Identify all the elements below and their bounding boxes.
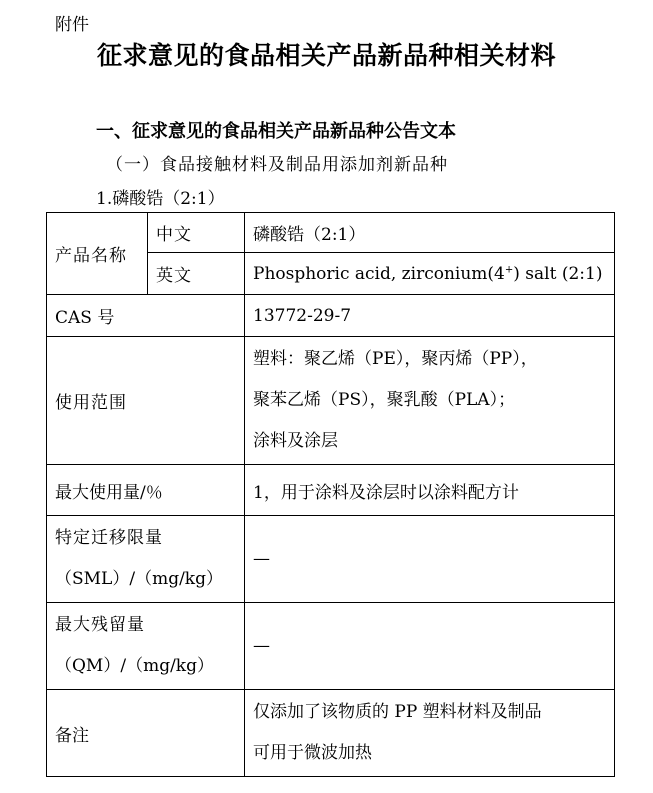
qm-label: 最大残留量 （QM）/（mg/kg） [47,603,245,690]
remarks-label: 备注 [47,690,245,777]
document-title: 征求意见的食品相关产品新品种相关材料 [96,41,556,70]
product-info-table [46,212,615,777]
cas-label: CAS 号 [47,295,245,337]
product-name-label: 产品名称 [47,213,148,295]
cas-value: 13772-29-7 [245,295,615,337]
attachment-label: 附件 [55,15,89,35]
chinese-name-value: 磷酸锆（2:1） [245,213,615,253]
english-name-value: Phosphoric acid, zirconium(4+) salt (2:1) [245,253,615,295]
sml-value: — [245,516,615,603]
chinese-label: 中文 [148,213,245,253]
qm-value: — [245,603,615,690]
subsection-heading: （一）食品接触材料及制品用添加剂新品种 [106,155,448,175]
sml-label: 特定迁移限量 （SML）/（mg/kg） [47,516,245,603]
usage-scope-value: 塑料：聚乙烯（PE），聚丙烯（PP）， 聚苯乙烯（PS），聚乳酸（PLA）； 涂料及涂层 [245,337,615,465]
max-usage-label: 最大使用量/％ [47,465,245,516]
max-usage-value: 1，用于涂料及涂层时以涂料配方计 [245,465,615,516]
section-heading: 一、征求意见的食品相关产品新品种公告文本 [96,121,456,142]
item-title: 1.磷酸锆（2:1） [96,189,225,209]
english-label: 英文 [148,253,245,295]
usage-scope-label: 使用范围 [47,337,245,465]
remarks-value: 仅添加了该物质的 PP 塑料材料及制品 可用于微波加热 [245,690,615,777]
